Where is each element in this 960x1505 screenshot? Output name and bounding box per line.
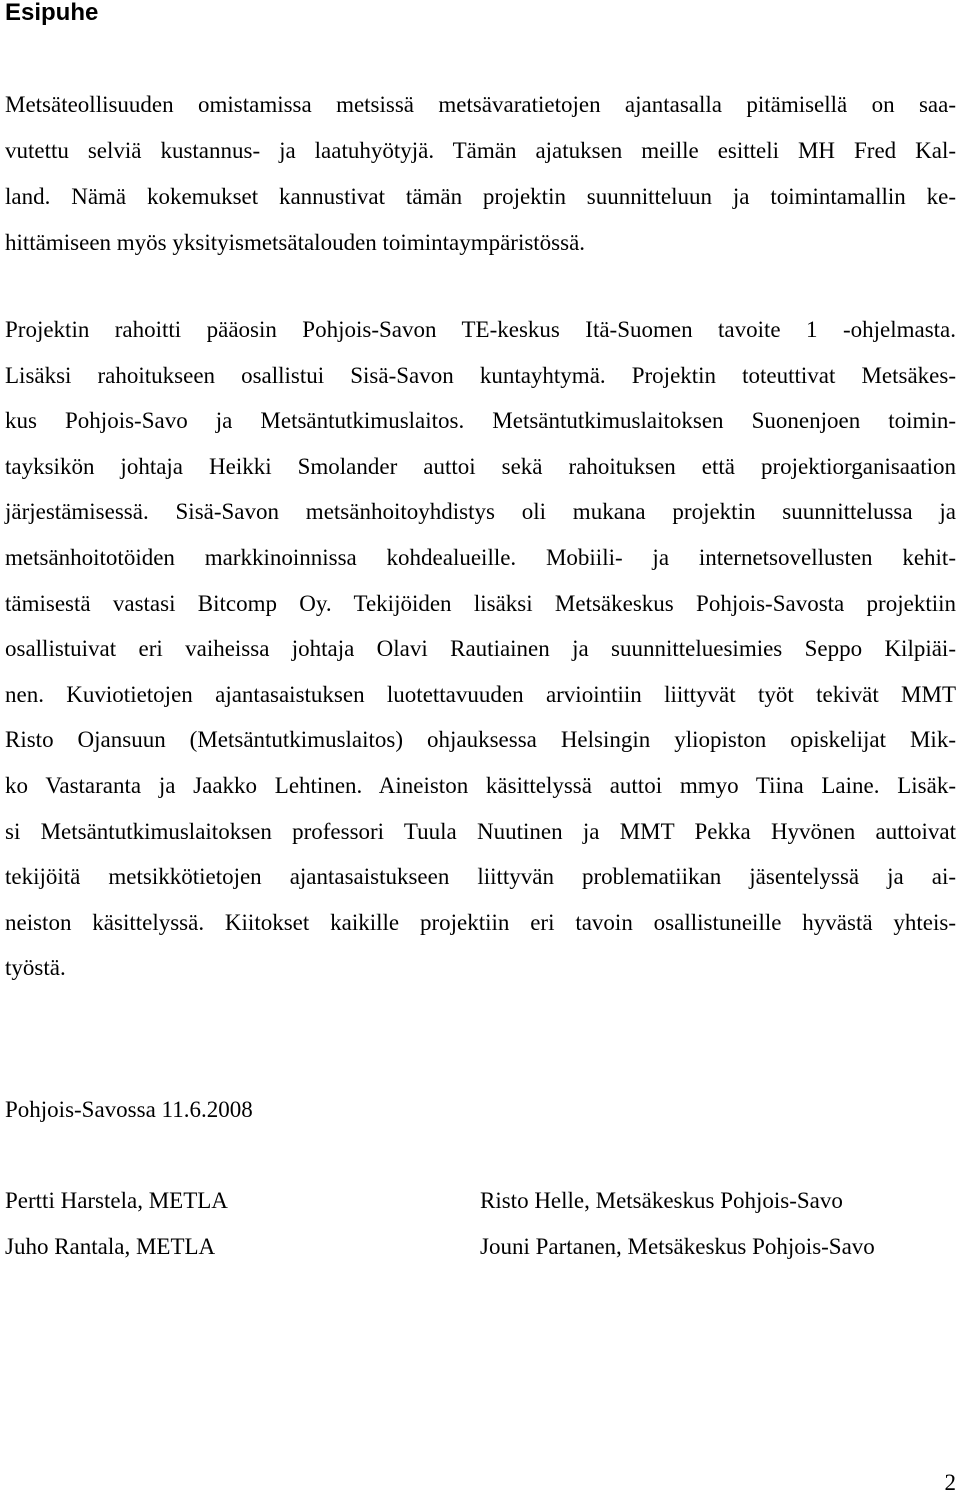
page-title: Esipuhe (5, 0, 99, 26)
paragraph-line: hittämiseen myös yksityismetsätalouden toimintaympäristössä. (5, 230, 586, 255)
paragraph-line: neiston käsittelyssä. Kiitokset kaikille projektiin eri tavoin osallistuneille hyvästä yhteis- (5, 909, 956, 935)
paragraph-line: Projektin rahoitti pääosin Pohjois-Savon TE-keskus Itä-Suomen tavoite 1 -ohjelmasta. (5, 317, 956, 342)
signature-right-2: Jouni Partanen, Metsäkeskus Pohjois-Savo (480, 1234, 875, 1259)
page-number: 2 (944, 1470, 956, 1495)
paragraph-line: osallistuivat eri vaiheissa johtaja Olavi Rautiainen ja suunnitteluesimies Seppo Kilpiäi- (5, 636, 956, 662)
paragraph-line: järjestämisessä. Sisä-Savon metsänhoitoyhdistys oli mukana projektin suunnittelussa ja (5, 499, 956, 525)
paragraph-line: tekijöitä metsikkötietojen ajantasaistukseen liittyvän problematiikan jäsentelyssä ja ai- (5, 864, 956, 890)
signature-left-1: Pertti Harstela, METLA (5, 1188, 228, 1213)
funding-paragraph (5, 307, 956, 991)
paragraph-line: Lisäksi rahoitukseen osallistui Sisä-Savon kuntayhtymä. Projektin toteuttivat Metsäkes- (5, 362, 956, 388)
paragraph-line: kus Pohjois-Savo ja Metsäntutkimuslaitos. Metsäntutkimuslaitoksen Suonenjoen toimin- (5, 408, 956, 434)
paragraph-line: Metsäteollisuuden omistamissa metsissä metsävaratietojen ajantasalla pitämisellä on saa- (5, 92, 956, 117)
signature-left-2: Juho Rantala, METLA (5, 1234, 216, 1259)
paragraph-line: ko Vastaranta ja Jaakko Lehtinen. Aineiston käsittelyssä auttoi mmyo Tiina Laine. Lisäk- (5, 772, 956, 798)
paragraph-line: vutettu selviä kustannus- ja laatuhyötyjä. Tämän ajatuksen meille esitteli MH Fred Kal- (5, 138, 956, 163)
signature-right-1: Risto Helle, Metsäkeskus Pohjois-Savo (480, 1188, 843, 1213)
paragraph-line: tayksikön johtaja Heikki Smolander auttoi sekä rahoituksen että projektiorganisaation (5, 453, 956, 479)
paragraph-line: Risto Ojansuun (Metsäntutkimuslaitos) ohjauksessa Helsingin yliopiston opiskelijat Mik- (5, 727, 956, 753)
paragraph-line: land. Nämä kokemukset kannustivat tämän projektin suunnitteluun ja toimintamallin ke- (5, 184, 956, 209)
paragraph-line: nen. Kuviotietojen ajantasaistuksen luotettavuuden arviointiin liittyvät työt tekivät MMT (5, 681, 956, 707)
paragraph-line: työstä. (5, 955, 66, 981)
paragraph-line: tämisestä vastasi Bitcomp Oy. Tekijöiden lisäksi Metsäkeskus Pohjois-Savosta projektiin (5, 590, 956, 616)
paragraph-line: metsänhoitotöiden markkinoinnissa kohdealueille. Mobiili- ja internetsovellusten kehit- (5, 544, 956, 570)
place-and-date: Pohjois-Savossa 11.6.2008 (5, 1097, 253, 1122)
intro-paragraph (5, 82, 956, 266)
paragraph-line: si Metsäntutkimuslaitoksen professori Tuula Nuutinen ja MMT Pekka Hyvönen auttoivat (5, 818, 956, 844)
